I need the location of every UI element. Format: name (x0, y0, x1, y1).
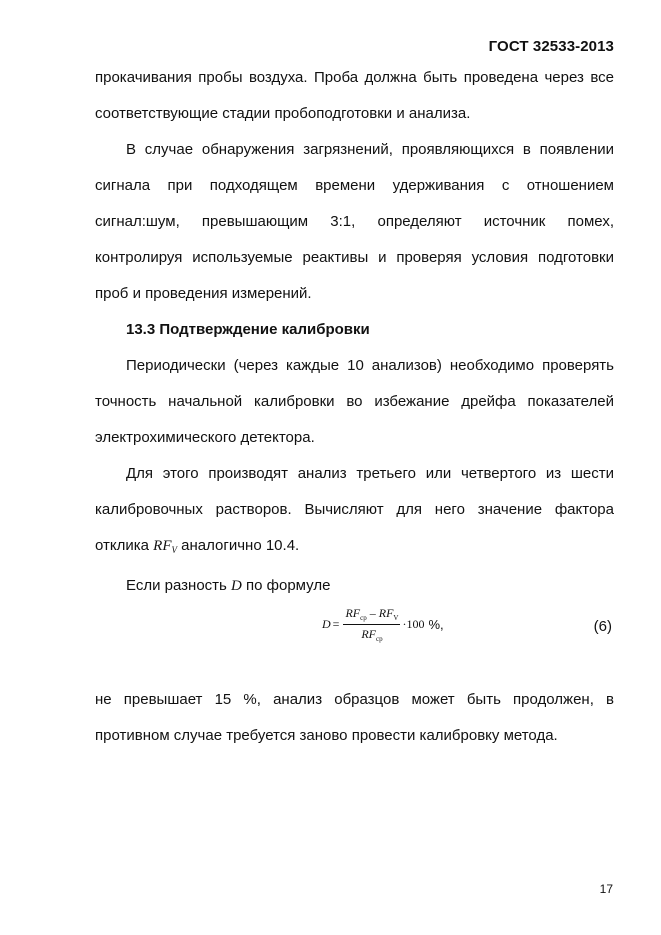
p4-after: аналогично 10.4. (176, 537, 300, 554)
paragraph-contamination: В случае обнаружения загрязнений, проявляющихся в появлении сигнала при подходящем времени удерживания с отношением сигнал:шум, превышающим 3:1, определяют источник помех, контролируя используемые реактивы и проверяя условия подготовки проб и проведения измерений. (95, 141, 614, 302)
formula-denominator: $RF_{ср}$ (361, 627, 383, 643)
formula-block (95, 604, 614, 682)
formula-lhs: D (322, 617, 331, 631)
p5-after: по формуле (241, 577, 331, 594)
p4-before: Для этого производят анализ третьего или четвертого из шести калибровочных растворов. Вычисляют для него значение фактора отклика (95, 465, 614, 554)
p5-before: Если разность (126, 577, 232, 594)
formula-equals: = (332, 617, 340, 631)
document-body (95, 60, 614, 754)
section-heading: 13.3 Подтверждение калибровки (126, 321, 370, 338)
formula-numerator: $RF_{ср} - RF_V$ (343, 606, 400, 625)
formula-unit: %, (428, 617, 444, 632)
var-rf: $RF_V$ (153, 538, 177, 555)
page-number: 17 (599, 882, 613, 896)
equation-number: (6) (593, 618, 612, 635)
paragraph-response-factor (95, 456, 614, 568)
formula-multiplier: ·100 (402, 617, 425, 631)
var-d: D (231, 578, 242, 594)
paragraph-continuation: прокачивания пробы воздуха. Проба должна быть проведена через все соответствующие стадии пробоподготовки и анализа. (95, 69, 614, 122)
document-code: ГОСТ 32533-2013 (488, 38, 614, 55)
paragraph-periodic-check: Периодически (через каждые 10 анализов) необходимо проверять точность начальной калибровки во избежание дрейфа показателей электрохимического детектора. (95, 357, 614, 446)
var-rf-sub: V (171, 545, 177, 555)
paragraph-difference (95, 568, 614, 604)
formula-fraction (343, 606, 400, 643)
paragraph-conclusion: не превышает 15 %, анализ образцов может быть продолжен, в противном случае требуется заново провести калибровку метода. (95, 691, 614, 744)
formula (322, 606, 444, 643)
